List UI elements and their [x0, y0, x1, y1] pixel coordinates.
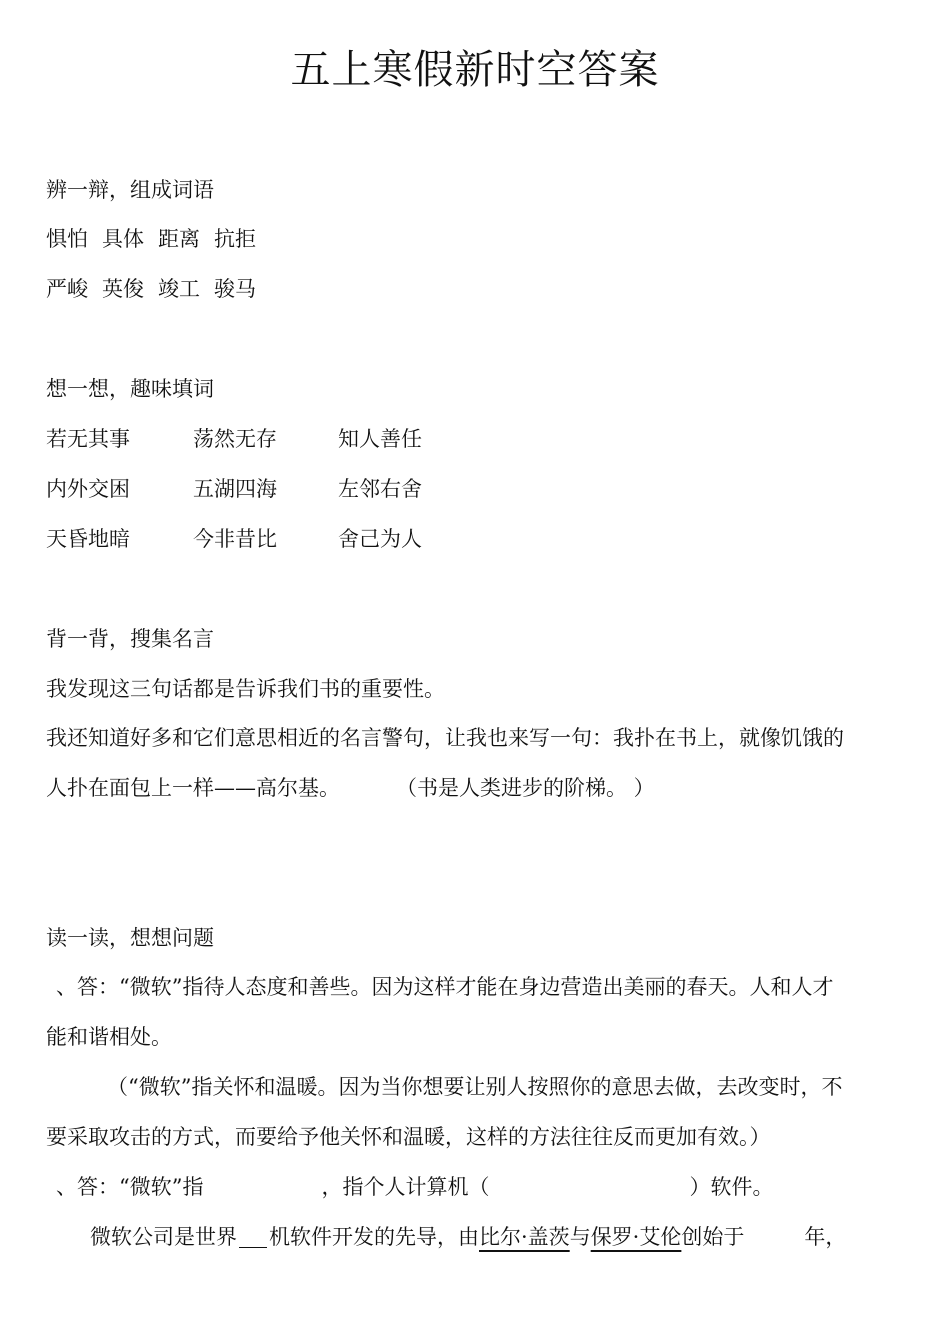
answer-text: 年，	[804, 1225, 847, 1249]
word: 具体	[102, 227, 144, 251]
idiom: 今非昔比	[193, 527, 277, 551]
quote-text: （书是人类进步的阶梯。 ）	[396, 776, 655, 800]
answer-3	[90, 1224, 846, 1250]
idiom: 内外交困	[46, 477, 130, 501]
word: 英俊	[102, 277, 144, 301]
idiom: 舍己为人	[338, 527, 422, 551]
word: 距离	[158, 227, 200, 251]
answer-text: 创始于	[681, 1225, 745, 1249]
answer-text: ，指个人计算机（	[321, 1175, 490, 1199]
answer-text: 、答：“微软”指	[56, 1175, 204, 1199]
answer-text: 机软件开发的先导，由	[269, 1225, 479, 1249]
answer-text: 微软公司是世界	[90, 1225, 237, 1249]
answer-text: ）软件。	[689, 1175, 774, 1199]
person-name-underlined: 保罗·艾伦	[590, 1225, 682, 1249]
section-heading-3: 背一背，搜集名言	[46, 627, 214, 651]
answer-1-line-1: 、答：“微软”指待人态度和善些。因为这样才能在身边营造出美丽的春天。人和人才	[56, 975, 834, 999]
fill-blank	[239, 1225, 267, 1248]
idiom: 天昏地暗	[46, 527, 130, 551]
answer-text: 与	[569, 1225, 591, 1249]
answer-1-line-4: 要采取攻击的方式，而要给予他关怀和温暖，这样的方法往往反而更加有效。）	[46, 1125, 771, 1149]
word: 抗拒	[214, 227, 256, 251]
paragraph	[46, 775, 655, 801]
word: 骏马	[214, 277, 256, 301]
idiom: 荡然无存	[193, 427, 277, 451]
paragraph: 我发现这三句话都是告诉我们书的重要性。	[46, 677, 445, 701]
idiom: 若无其事	[46, 427, 130, 451]
word-row-2	[46, 276, 270, 302]
page-title: 五上寒假新时空答案	[290, 47, 660, 93]
word-row-1	[46, 226, 270, 252]
idiom: 五湖四海	[193, 477, 277, 501]
word: 竣工	[158, 277, 200, 301]
idiom: 知人善任	[338, 427, 422, 451]
answer-1-line-2: 能和谐相处。	[46, 1025, 172, 1049]
section-heading-2: 想一想，趣味填词	[46, 377, 214, 401]
section-heading-1: 辨一辩，组成词语	[46, 178, 214, 202]
quote-text: 人扑在面包上一样——高尔基。	[46, 776, 340, 800]
word: 严峻	[46, 277, 88, 301]
person-name-underlined: 比尔·盖茨	[479, 1225, 570, 1249]
answer-2	[56, 1174, 773, 1200]
section-heading-4: 读一读，想想问题	[46, 926, 214, 950]
answer-1-line-3: （“微软”指关怀和温暖。因为当你想要让别人按照你的意思去做，去改变时，不	[107, 1075, 843, 1099]
word: 惧怕	[46, 227, 88, 251]
paragraph: 我还知道好多和它们意思相近的名言警句，让我也来写一句：我扑在书上，就像饥饿的	[46, 726, 844, 750]
idiom: 左邻右舍	[338, 477, 422, 501]
